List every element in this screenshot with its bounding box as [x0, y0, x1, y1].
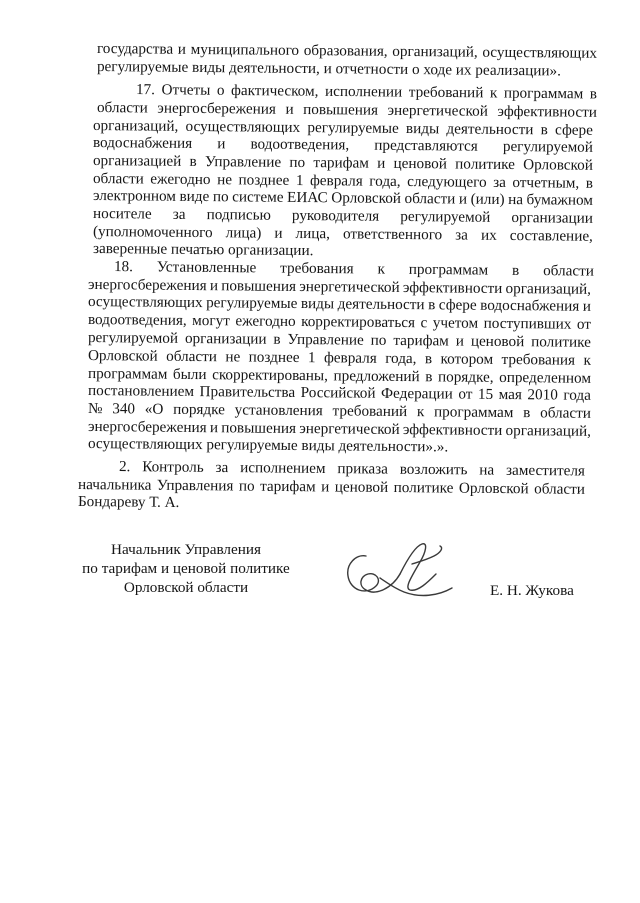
text-word: и	[285, 100, 294, 118]
text-word: (или)	[470, 190, 505, 208]
text-word: исполнении	[324, 82, 403, 101]
text-line	[88, 383, 591, 404]
text-word: регулируемые	[307, 119, 399, 137]
text-word: следующего	[407, 173, 487, 191]
text-word: котором	[440, 350, 494, 368]
text-word: деятельности	[337, 295, 425, 314]
text-word: организации	[511, 209, 594, 227]
text-word: области	[543, 262, 594, 280]
signer-position	[78, 540, 294, 597]
signer-position-line: Начальник Управления	[111, 541, 261, 558]
text-word: от	[458, 385, 473, 403]
text-word: 15	[477, 385, 494, 403]
text-word: к	[377, 260, 386, 278]
text-word: и	[177, 40, 187, 58]
text-word: требований	[408, 83, 484, 102]
text-word: Орловской	[458, 479, 529, 498]
text-word: лица,	[295, 224, 331, 243]
text-word: позднее	[238, 171, 290, 189]
text-word: в	[428, 296, 436, 314]
text-word: возложить	[399, 460, 468, 479]
text-word: №	[87, 400, 103, 418]
text-word: организаций,	[392, 42, 478, 61]
text-word: порядке,	[437, 368, 494, 386]
text-word: на	[479, 461, 495, 479]
text-word: ЕИАС	[287, 188, 328, 207]
text-word: Бондареву Т. А.	[77, 493, 180, 511]
text-word: установления	[234, 401, 323, 420]
text-word: Управление	[287, 330, 364, 349]
text-word: 2010	[527, 386, 558, 404]
text-word: области	[166, 347, 218, 366]
text-word: политике	[393, 479, 454, 497]
text-word: тарифам	[260, 477, 316, 496]
text-word: организаций,	[505, 280, 592, 298]
text-word: политике	[531, 333, 592, 351]
text-word: требования	[280, 259, 354, 278]
text-word: программам	[87, 365, 168, 383]
text-word: 1	[295, 171, 304, 190]
text-word: постановлением	[87, 382, 195, 401]
text-word: года	[563, 386, 591, 404]
text-word: (уполномоченного	[92, 223, 213, 242]
text-word: в	[273, 330, 281, 348]
text-word: и	[209, 419, 219, 437]
text-word: Орловской	[87, 347, 158, 365]
text-word: были	[172, 365, 207, 384]
text-word: и	[458, 190, 468, 208]
signer-position-line: Орловской области	[123, 579, 249, 596]
text-word: эффективности	[497, 102, 598, 121]
text-word: повышения	[221, 419, 297, 437]
text-word: и	[377, 154, 386, 172]
text-word: организаций,	[92, 117, 179, 135]
text-word: Орловской	[523, 156, 593, 174]
text-word: 18.	[113, 258, 134, 276]
text-word: тарифам	[313, 154, 369, 172]
text-word: организаций,	[505, 422, 592, 440]
text-word: Управление	[204, 153, 282, 171]
text-word: заверенные печатью организации.	[92, 240, 314, 260]
text-word: энергосбережения	[157, 99, 277, 118]
text-word: и	[209, 277, 219, 295]
text-word: по	[212, 188, 229, 206]
text-word: не	[225, 348, 241, 366]
signer-position-line: по тарифам и ценовой политике	[82, 560, 290, 577]
text-word: февраля	[323, 349, 377, 367]
text-word: от	[576, 315, 591, 333]
text-word: к	[583, 351, 591, 369]
text-word: образования,	[303, 41, 388, 60]
text-word: водоотведения,	[87, 311, 187, 329]
text-line	[78, 494, 278, 512]
text-word: организации	[184, 329, 267, 348]
signer-name: Е. Н. Жукова	[490, 582, 574, 599]
text-word: деятельности	[446, 120, 534, 139]
text-word: Российской	[300, 384, 376, 402]
text-word: носителе	[92, 205, 152, 223]
text-word: виды	[405, 120, 440, 138]
text-word: регулируемые виды деятельности, и отчетности о ходе их реализации».	[96, 58, 562, 80]
text-word: осуществляющих регулируемые виды деятельности».».	[87, 435, 449, 456]
text-word: энергосбережения	[87, 276, 207, 295]
text-word: учетом	[432, 314, 479, 332]
text-word: руководителя	[291, 206, 380, 225]
text-line	[97, 59, 597, 80]
text-word: приказа	[337, 460, 389, 478]
text-word: Отчеты	[161, 81, 211, 99]
text-word: скорректированы,	[212, 366, 329, 385]
text-word: по	[289, 153, 306, 172]
text-word: водоснабжения	[480, 296, 580, 315]
text-word: Контроль	[142, 458, 204, 476]
text-line	[88, 330, 591, 351]
text-line	[88, 436, 591, 457]
text-word: 17.	[135, 81, 156, 99]
text-word: Установленные	[156, 258, 257, 277]
text-word: виды	[300, 295, 335, 313]
text-word: повышения	[303, 100, 379, 119]
text-word: системе	[232, 188, 284, 206]
text-word: поступивших	[483, 314, 572, 333]
text-line	[93, 188, 593, 209]
text-word: на	[508, 190, 524, 209]
text-word: энергетической	[299, 420, 400, 438]
text-word: тарифам	[393, 331, 449, 350]
text-word: «О	[144, 400, 164, 418]
text-word: Управления	[156, 476, 234, 495]
text-word: 1	[307, 349, 316, 367]
text-word: в	[425, 368, 433, 386]
text-word: 340	[112, 400, 136, 418]
text-word: по	[370, 331, 387, 349]
text-word: составление,	[509, 227, 593, 245]
text-word: энергетической	[299, 278, 400, 296]
text-word: в	[540, 121, 548, 139]
text-word: повышения	[221, 277, 297, 295]
text-word: программам	[434, 403, 514, 422]
text-word: водоснабжения	[92, 134, 193, 152]
text-word: области	[404, 189, 456, 208]
text-word: виде	[179, 187, 210, 206]
text-word: исполнением	[240, 459, 326, 477]
text-word: могут	[192, 312, 230, 330]
text-word: области	[534, 480, 586, 498]
text-word: сфере	[554, 121, 594, 139]
text-word: программам	[503, 84, 584, 103]
text-word: предложений	[333, 367, 420, 386]
text-word: муниципального	[190, 40, 300, 59]
text-word: в	[585, 174, 594, 192]
text-word: и	[321, 478, 330, 496]
text-word: Федерации	[381, 384, 453, 403]
text-word: определенном	[499, 368, 592, 387]
text-word: ценовой	[470, 332, 525, 351]
text-word: и	[217, 135, 226, 153]
text-word: мая	[498, 385, 523, 404]
text-word: регулируемой	[87, 329, 179, 347]
text-word: начальника	[77, 476, 152, 494]
text-word: эффективности	[402, 421, 503, 439]
text-word: за	[172, 205, 186, 223]
text-word: требования	[501, 350, 576, 369]
text-word: ежегодно	[235, 312, 296, 330]
text-word: года,	[385, 349, 417, 368]
text-word: области	[96, 99, 148, 117]
text-word: к	[489, 84, 498, 102]
text-word: и	[455, 332, 465, 350]
text-word: и	[274, 224, 283, 242]
text-word: программам	[408, 260, 489, 279]
text-word: их	[480, 226, 497, 244]
text-word: электронном	[92, 187, 177, 205]
text-word: ценовой	[393, 154, 448, 173]
text-word: и	[582, 297, 592, 315]
text-word: организацией	[92, 152, 182, 170]
text-word: бумажном	[526, 191, 594, 209]
text-word: политике	[455, 155, 516, 174]
text-word: за	[215, 458, 229, 477]
text-word: в	[189, 152, 197, 170]
text-word: Орловской	[331, 189, 402, 207]
text-word: области	[540, 404, 592, 422]
text-word: о	[216, 81, 225, 99]
text-word: осуществляющих	[482, 43, 598, 62]
handwritten-signature	[340, 538, 455, 606]
text-word: в	[523, 404, 531, 422]
text-word: регулируемой	[502, 137, 594, 156]
text-word: отчетным,	[512, 174, 580, 192]
text-word: подписью	[206, 206, 271, 224]
text-word: области	[92, 170, 144, 188]
text-word: не	[217, 171, 233, 189]
text-word: энергетической	[387, 101, 488, 120]
text-word: осуществляющих	[185, 117, 301, 136]
text-word: государства	[96, 40, 174, 58]
text-word: с	[420, 314, 428, 332]
text-word: 2.	[118, 458, 131, 476]
text-word: корректироваться	[301, 313, 416, 332]
text-word: представляются	[374, 136, 478, 155]
text-word: года,	[369, 172, 401, 190]
text-word: позднее	[248, 348, 300, 367]
text-word: порядке	[173, 400, 226, 419]
text-word: водоотведения,	[250, 135, 350, 154]
text-word: за	[455, 226, 469, 244]
text-word: ответственного	[342, 225, 443, 244]
text-word: в	[589, 85, 598, 103]
text-word: эффективности	[402, 279, 503, 297]
text-word: лица)	[225, 224, 262, 242]
text-word: ценовой	[334, 478, 389, 496]
text-word: требований	[332, 402, 408, 421]
text-word: сфере	[438, 296, 477, 314]
text-word: осуществляющих	[87, 293, 203, 312]
text-word: к	[416, 403, 425, 421]
text-word: регулируемые	[206, 294, 298, 313]
text-word: по	[238, 477, 255, 495]
text-word: фактическом,	[231, 81, 319, 100]
text-word: регулируемой	[400, 207, 491, 226]
text-word: заместителя	[505, 461, 586, 480]
text-word: за	[493, 173, 506, 191]
text-word: ежегодно	[150, 170, 211, 189]
text-word: в	[424, 350, 433, 368]
text-word: в	[511, 261, 520, 279]
text-word: Правительства	[199, 383, 296, 401]
text-word: февраля	[309, 172, 363, 190]
text-word: энергосбережения	[87, 418, 207, 437]
